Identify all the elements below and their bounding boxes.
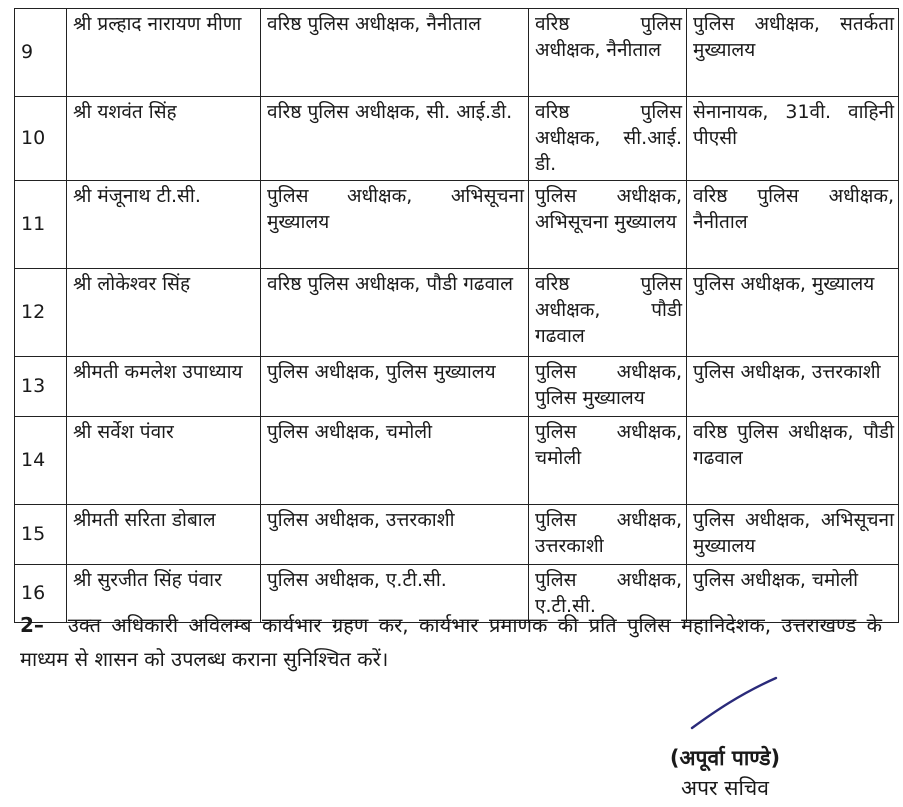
signature-mark [680,672,790,742]
officer-name: श्री सर्वेश पंवार [67,417,261,505]
transfer-table [14,8,899,623]
officer-name: श्रीमती सरिता डोबाल [67,505,261,565]
table-row [15,505,899,565]
new-posting: वरिष्ठ पुलिस अधीक्षक, नैनीताल [687,181,899,269]
new-posting: पुलिस अधीक्षक, चमोली [687,565,899,623]
previous-posting: वरिष्ठ पुलिस अधीक्षक, सी.आई. डी. [529,97,687,181]
previous-posting: पुलिस अधीक्षक, पुलिस मुख्यालय [529,357,687,417]
table-row [15,9,899,97]
current-posting: वरिष्ठ पुलिस अधीक्षक, नैनीताल [261,9,529,97]
officer-name: श्रीमती कमलेश उपाध्याय [67,357,261,417]
current-posting: पुलिस अधीक्षक, पुलिस मुख्यालय [261,357,529,417]
previous-posting: पुलिस अधीक्षक, उत्तरकाशी [529,505,687,565]
current-posting: पुलिस अधीक्षक, उत्तरकाशी [261,505,529,565]
new-posting: वरिष्ठ पुलिस अधीक्षक, पौडी गढवाल [687,417,899,505]
officer-name: श्री सुरजीत सिंह पंवार [67,565,261,623]
serial-number: 10 [15,97,67,181]
signatory-designation: अपर सचिव [681,776,769,800]
serial-number: 15 [15,505,67,565]
serial-number: 14 [15,417,67,505]
current-posting: वरिष्ठ पुलिस अधीक्षक, पौडी गढवाल [261,269,529,357]
new-posting: पुलिस अधीक्षक, मुख्यालय [687,269,899,357]
previous-posting: पुलिस अधीक्षक, अभिसूचना मुख्यालय [529,181,687,269]
officer-name: श्री प्रल्हाद नारायण मीणा [67,9,261,97]
previous-posting: वरिष्ठ पुलिस अधीक्षक, पौडी गढवाल [529,269,687,357]
officer-name: श्री यशवंत सिंह [67,97,261,181]
table-row [15,357,899,417]
signatory-name: (अपूर्वा पाण्डे) [669,746,781,770]
serial-number: 13 [15,357,67,417]
officer-name: श्री मंजूनाथ टी.सी. [67,181,261,269]
serial-number: 9 [15,9,67,97]
new-posting: सेनानायक, 31वी. वाहिनी पीएसी [687,97,899,181]
table-row [15,97,899,181]
officer-name: श्री लोकेश्वर सिंह [67,269,261,357]
paragraph-text: उक्त अधिकारी अविलम्ब कार्यभार ग्रहण कर, कार्यभार प्रमाणक की प्रति पुलिस महानिदेशक, उत्तराखण्ड के माध्यम से शासन को उपलब्ध कराना सुनिश्चित करें। [20,613,882,671]
serial-number: 12 [15,269,67,357]
previous-posting: पुलिस अधीक्षक, ए.टी.सी. [529,565,687,623]
current-posting: वरिष्ठ पुलिस अधीक्षक, सी. आई.डी. [261,97,529,181]
table-row [15,269,899,357]
new-posting: पुलिस अधीक्षक, उत्तरकाशी [687,357,899,417]
table-row [15,417,899,505]
serial-number: 16 [15,565,67,623]
new-posting: पुलिस अधीक्षक, अभिसूचना मुख्यालय [687,505,899,565]
previous-posting: पुलिस अधीक्षक, चमोली [529,417,687,505]
paragraph-number: 2– [20,613,44,637]
current-posting: पुलिस अधीक्षक, ए.टी.सी. [261,565,529,623]
current-posting: पुलिस अधीक्षक, चमोली [261,417,529,505]
previous-posting: वरिष्ठ पुलिस अधीक्षक, नैनीताल [529,9,687,97]
new-posting: पुलिस अधीक्षक, सतर्कता मुख्यालय [687,9,899,97]
serial-number: 11 [15,181,67,269]
table-row [15,181,899,269]
current-posting: पुलिस अधीक्षक, अभिसूचना मुख्यालय [261,181,529,269]
instruction-paragraph [20,608,882,676]
